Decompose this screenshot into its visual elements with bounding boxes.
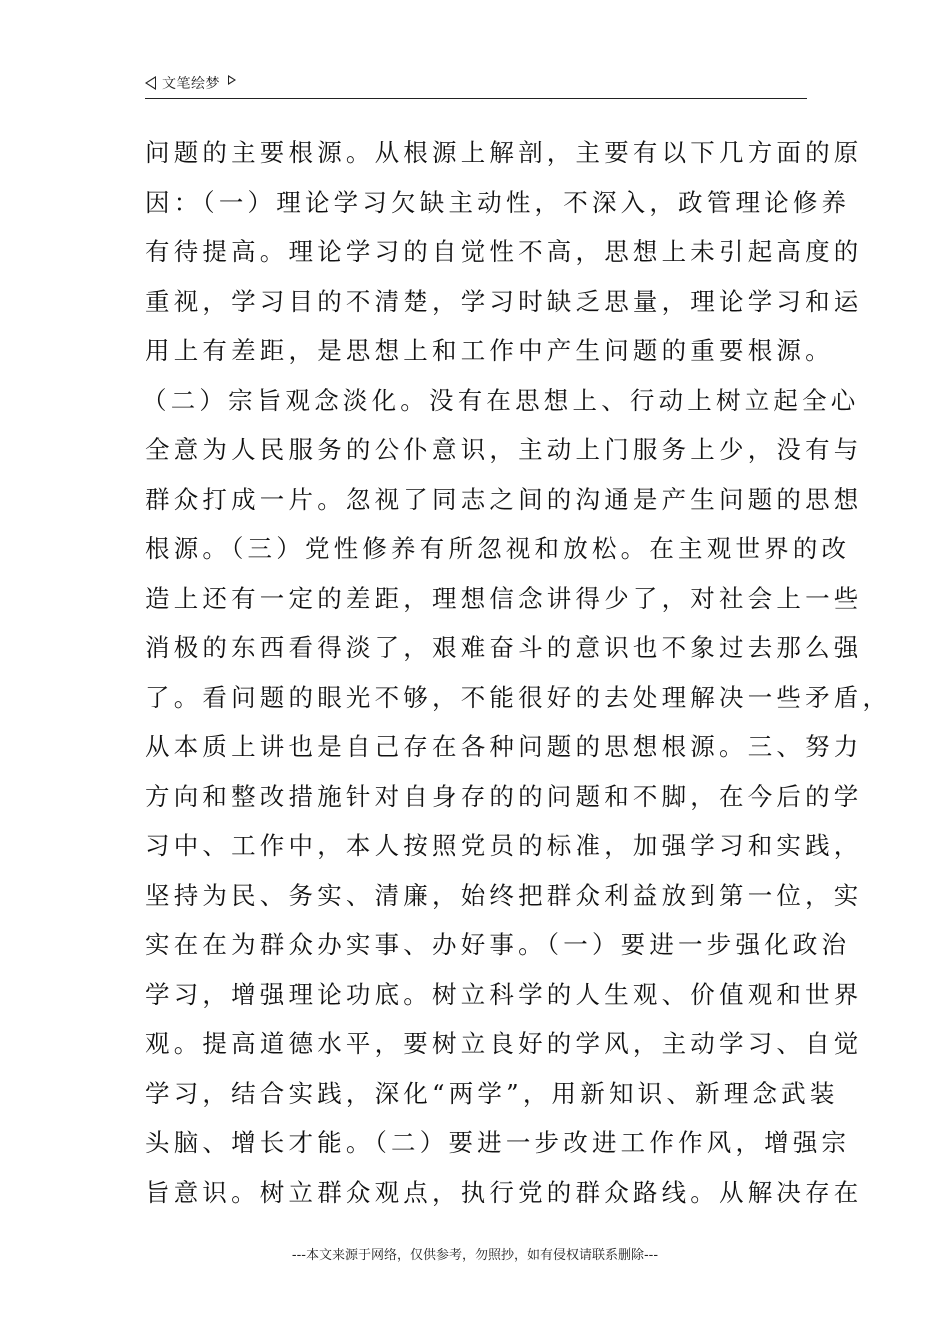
body-line-14: 方向和整改措施针对自身存的的问题和不脚，在今后的学 bbox=[145, 781, 863, 811]
body-line-7: 全意为人民服务的公仆意识，主动上门服务上少，没有与 bbox=[145, 435, 863, 464]
body-line-3: 有待提高。理论学习的自觉性不高，思想上未引起高度的 bbox=[145, 237, 863, 266]
triangle-left-outline-icon bbox=[145, 76, 156, 90]
body-line-18: 学习，增强理论功底。树立科学的人生观、价值观和世界 bbox=[145, 979, 863, 1009]
body-line-1: 问题的主要根源。从根源上解剖，主要有以下几方面的原 bbox=[145, 138, 863, 167]
body-line-21: 头脑、增长才能。（二）要进一步改进工作作风，增强宗 bbox=[145, 1128, 851, 1157]
triangle-right-outline-icon bbox=[228, 75, 236, 85]
body-line-13: 从本质上讲也是自己存在各种问题的思想根源。三、努力 bbox=[145, 732, 863, 761]
body-line-5: 用上有差距，是思想上和工作中产生问题的重要根源。 bbox=[145, 336, 834, 365]
body-line-6: （二）宗旨观念淡化。没有在思想上、行动上树立起全心 bbox=[142, 385, 860, 415]
body-line-17: 实在在为群众办实事、办好事。（一）要进一步强化政治 bbox=[145, 930, 851, 959]
page-header bbox=[145, 74, 807, 99]
body-line-4: 重视，学习目的不清楚，学习时缺乏思量，理论学习和运 bbox=[145, 286, 863, 316]
body-line-22: 旨意识。树立群众观点，执行党的群众路线。从解决存在 bbox=[145, 1177, 863, 1207]
document-body bbox=[142, 128, 892, 1217]
body-line-10: 造上还有一定的差距，理想信念讲得少了，对社会上一些 bbox=[145, 583, 863, 613]
body-line-15: 习中、工作中，本人按照党员的标准，加强学习和实践， bbox=[145, 831, 863, 860]
header-brand-group bbox=[145, 73, 236, 93]
body-line-12: 了。看问题的眼光不够，不能很好的去处理解决一些矛盾， bbox=[145, 682, 892, 712]
body-line-2: 因：（一）理论学习欠缺主动性，不深入，政管理论修养 bbox=[145, 187, 851, 217]
body-line-19: 观。提高道德水平，要树立良好的学风，主动学习、自觉 bbox=[145, 1029, 863, 1058]
footer-disclaimer: ---本文来源于网络，仅供参考，勿照抄，如有侵权请联系删除--- bbox=[291, 1248, 659, 1263]
body-line-16: 坚持为民、务实、清廉，始终把群众利益放到第一位，实 bbox=[145, 880, 863, 910]
body-line-9: 根源。（三）党性修养有所忽视和放松。在主观世界的改 bbox=[145, 534, 851, 563]
body-line-8: 群众打成一片。忽视了同志之间的沟通是产生问题的思想 bbox=[145, 484, 863, 514]
body-line-11: 消极的东西看得淡了，艰难奋斗的意识也不象过去那么强 bbox=[145, 633, 863, 662]
body-line-20: 学习，结合实践，深化“两学”，用新知识、新理念武装 bbox=[145, 1078, 839, 1108]
brand-name: 文笔绘梦 bbox=[162, 76, 220, 92]
